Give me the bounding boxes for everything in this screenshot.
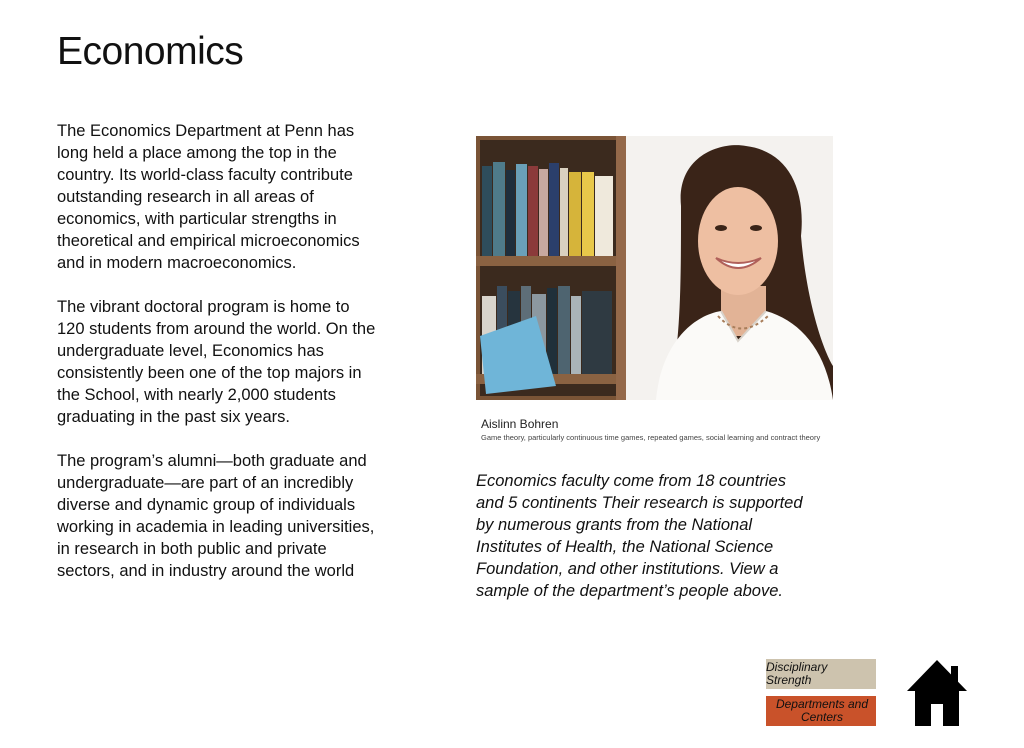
disciplinary-strength-button[interactable]: [766, 659, 876, 689]
disciplinary-strength-label: Disciplinary Strength: [766, 660, 828, 687]
faculty-research: Game theory, particularly continuous time games, repeated games, social learning and contract theory: [481, 433, 821, 442]
faculty-caption: Economics faculty come from 18 countries and 5 continents Their research is supported by numerous grants from the National Institutes of Health, the National Science Foundation, and other institutions. View a sample of the department’s people above.: [476, 472, 803, 600]
departments-and-centers-label: Departments and Centers: [775, 697, 869, 724]
faculty-photo: [476, 136, 833, 400]
body-text: [57, 120, 377, 604]
departments-and-centers-button[interactable]: [766, 696, 876, 726]
home-button[interactable]: [905, 658, 969, 728]
faculty-name: Aislinn Bohren: [481, 417, 559, 431]
paragraph-alumni: The program’s alumni—both graduate and undergraduate—are part of an incredibly diverse and dynamic group of individuals working in academia in leading universities, in research in both public and private sectors, and in industry around the world: [57, 452, 375, 580]
page-title: Economics: [57, 30, 244, 73]
home-icon: [905, 658, 969, 728]
paragraph-doctoral: The vibrant doctoral program is home to 120 students from around the world. On the undergraduate level, Economics has consistently been one of the top majors in the School, with nearly 2,000 students graduating in the past six years.: [57, 298, 376, 426]
paragraph-intro: The Economics Department at Penn has long held a place among the top in the country. Its world-class faculty contribute outstanding research in all areas of economics, with particular strengths in theoretical and empirical microeconomics and in modern macroeconomics.: [57, 122, 360, 272]
